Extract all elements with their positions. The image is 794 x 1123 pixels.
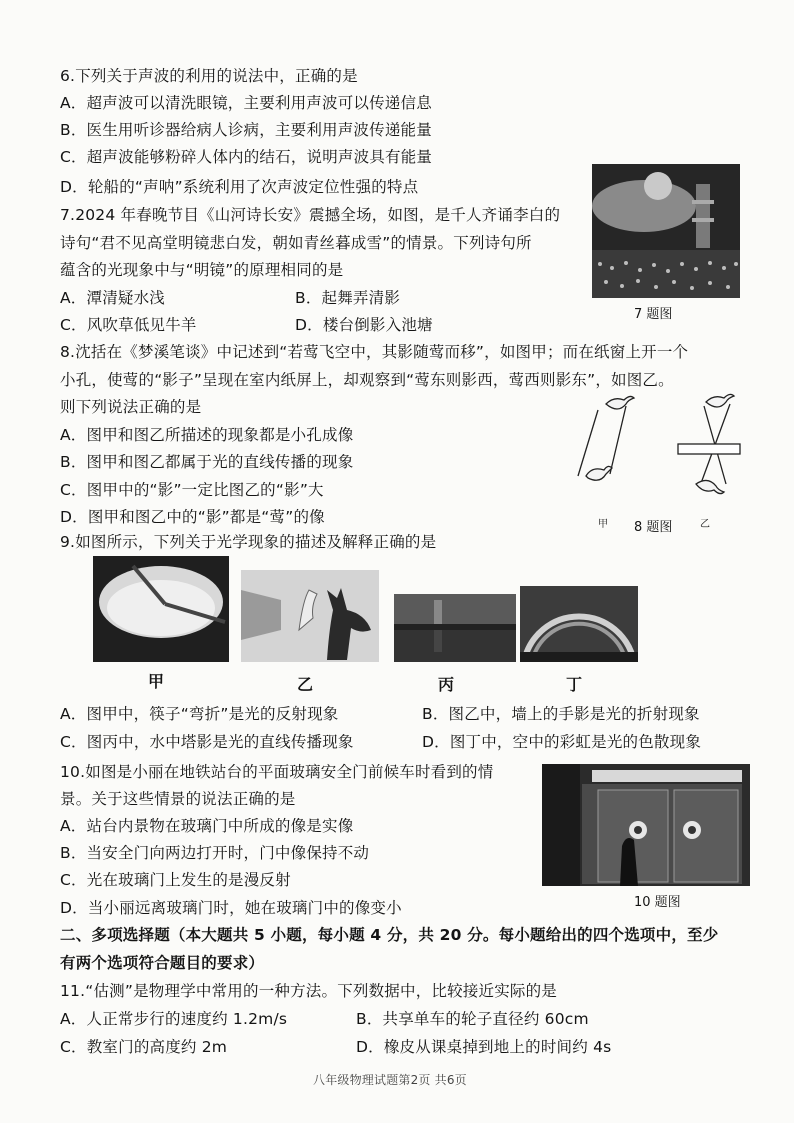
- q7-figure-caption: 7 题图: [634, 307, 673, 322]
- q8-option-b: B．图甲和图乙都属于光的直线传播的现象: [60, 453, 354, 471]
- q10-figure-photo: [542, 764, 750, 886]
- q9-option-c: C．图丙中，水中塔影是光的直线传播现象: [60, 733, 354, 751]
- q10-option-a: A．站台内景物在玻璃门中所成的像是实像: [60, 817, 354, 835]
- q9-option-b: B．图乙中，墙上的手影是光的折射现象: [422, 705, 700, 723]
- q9-label-jia: 甲: [148, 672, 165, 691]
- section2-heading-line2: 有两个选项符合题目的要求）: [60, 954, 265, 972]
- q10-stem-line2: 景。关于这些情景的说法正确的是: [60, 790, 296, 808]
- q7-option-d: D．楼台倒影入池塘: [295, 316, 433, 334]
- q7-option-c: C．风吹草低见牛羊: [60, 316, 197, 334]
- q10-option-c: C．光在玻璃门上发生的是漫反射: [60, 871, 291, 889]
- q9-option-a: A．图甲中，筷子“弯折”是光的反射现象: [60, 705, 339, 723]
- q7-stem-line3: 蕴含的光现象中与“明镜”的原理相同的是: [60, 261, 344, 279]
- q8-stem-line1: 8.沈括在《梦溪笔谈》中记述到“若莺飞空中，其影随莺而移”，如图甲；而在纸窗上开一个: [60, 343, 689, 361]
- q9-figure-ding: [520, 586, 638, 662]
- q11-option-b: B．共享单车的轮子直径约 60cm: [356, 1010, 589, 1028]
- q11-option-d: D．橡皮从课桌掉到地上的时间约 4s: [356, 1038, 612, 1056]
- q10-stem-line1: 10.如图是小丽在地铁站台的平面玻璃安全门前候车时看到的情: [60, 763, 494, 781]
- q7-stem-line2: 诗句“君不见高堂明镜悲白发，朝如青丝暮成雪”的情景。下列诗句所: [60, 234, 532, 252]
- q10-option-d: D．当小丽远离玻璃门时，她在玻璃门中的像变小: [60, 899, 402, 917]
- q8-stem-line2: 小孔，使莺的“影子”呈现在室内纸屏上，却观察到“莺东则影西，莺西则影东”，如图乙。: [60, 371, 674, 389]
- q8-label-jia: 甲: [598, 519, 608, 530]
- q8-option-d: D．图甲和图乙中的“影”都是“莺”的像: [60, 508, 325, 526]
- section2-heading-line1: 二、多项选择题（本大题共 5 小题，每小题 4 分，共 20 分。每小题给出的四个选项中，至少: [60, 926, 719, 944]
- q8-option-a: A．图甲和图乙所描述的现象都是小孔成像: [60, 426, 354, 444]
- q9-figure-yi: [241, 570, 379, 662]
- q9-stem: 9.如图所示，下列关于光学现象的描述及解释正确的是: [60, 533, 437, 551]
- q9-figure-jia: [93, 556, 229, 662]
- q7-option-b: B．起舞弄清影: [295, 289, 401, 307]
- q8-option-c: C．图甲中的“影”一定比图乙的“影”大: [60, 481, 324, 499]
- q6-option-c: C．超声波能够粉碎人体内的结石，说明声波具有能量: [60, 148, 433, 166]
- q9-label-ding: 丁: [566, 675, 583, 694]
- q6-option-b: B．医生用听诊器给病人诊病，主要利用声波传递能量: [60, 121, 432, 139]
- q7-stem-line1: 7.2024 年春晚节目《山河诗长安》震撼全场，如图，是千人齐诵李白的: [60, 206, 561, 224]
- q7-option-a: A．潭清疑水浅: [60, 289, 166, 307]
- q8-label-yi: 乙: [700, 519, 710, 530]
- q9-option-d: D．图丁中，空中的彩虹是光的色散现象: [422, 733, 702, 751]
- q10-figure-caption: 10 题图: [634, 895, 681, 910]
- q6-stem: 6.下列关于声波的利用的说法中，正确的是: [60, 67, 358, 85]
- q11-stem: 11.“估测”是物理学中常用的一种方法。下列数据中，比较接近实际的是: [60, 982, 558, 1000]
- page-footer: 八年级物理试题第2页 共6页: [313, 1073, 467, 1087]
- q9-figure-bing: [394, 594, 516, 662]
- q6-option-d: D．轮船的“声呐”系统利用了次声波定位性强的特点: [60, 178, 419, 196]
- q10-option-b: B．当安全门向两边打开时，门中像保持不动: [60, 844, 370, 862]
- q8-figure-diagram: [566, 392, 751, 520]
- q7-figure-photo: [592, 164, 740, 298]
- q11-option-c: C．教室门的高度约 2m: [60, 1038, 228, 1056]
- q11-option-a: A．人正常步行的速度约 1.2m/s: [60, 1010, 288, 1028]
- q8-figure-caption: 8 题图: [634, 520, 673, 535]
- q9-label-yi: 乙: [297, 675, 314, 694]
- q9-label-bing: 丙: [438, 675, 455, 694]
- q8-stem-line3: 则下列说法正确的是: [60, 398, 202, 416]
- q6-option-a: A．超声波可以清洗眼镜，主要利用声波可以传递信息: [60, 94, 432, 112]
